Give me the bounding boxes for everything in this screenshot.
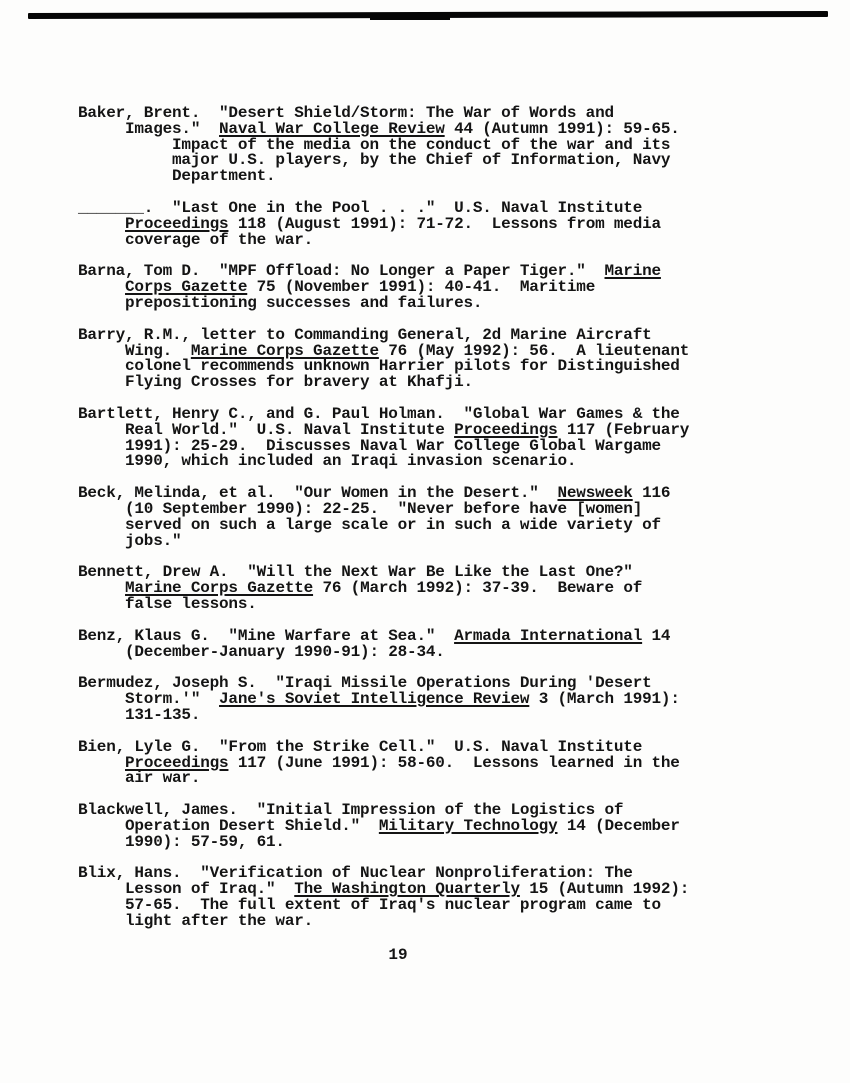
journal-title: Marine	[604, 262, 661, 281]
entry-text: Barry, R.M., letter to Commanding General, 2d Marine Aircraft	[78, 325, 652, 344]
journal-title: Proceedings	[125, 753, 229, 772]
entry-text: light after the war.	[78, 911, 314, 930]
journal-title: Jane's Soviet Intelligence Review	[219, 690, 530, 709]
entry-text: Lesson of Iraq."	[78, 880, 295, 899]
entry-text: Department.	[78, 167, 276, 186]
bibliography-entry	[78, 737, 738, 788]
entry-text: 1990, which included an Iraqi invasion scenario.	[78, 452, 577, 471]
bibliography-entry	[78, 626, 738, 661]
journal-title: Corps Gazette	[125, 278, 248, 297]
entry-text: Benz, Klaus G. "Mine Warfare at Sea."	[78, 626, 455, 645]
entry-text: major U.S. players, by the Chief of Information, Navy	[78, 151, 671, 170]
bibliography-entry	[78, 565, 738, 612]
entry-text: Wing.	[78, 341, 191, 360]
entry-text: air war.	[78, 769, 201, 788]
entry-text: 75 (November 1991): 40-41. Maritime	[247, 278, 596, 297]
entry-text: jobs."	[78, 531, 182, 550]
bibliography-entry	[78, 676, 738, 723]
page-number: 19	[388, 945, 408, 964]
entry-text: 44 (Autumn 1991): 59-65.	[444, 119, 680, 138]
journal-title: Marine Corps Gazette	[190, 341, 379, 360]
entry-text: served on such a large scale or in such a wide variety of	[78, 515, 661, 534]
entry-line	[78, 454, 738, 470]
entry-text: Beck, Melinda, et al. "Our Women in the Desert."	[78, 484, 558, 503]
entry-text: 14 (December	[557, 816, 680, 835]
top-rule-notch	[370, 15, 450, 20]
entry-line	[78, 771, 738, 787]
journal-title: Proceedings	[454, 420, 558, 439]
journal-title: Proceedings	[125, 214, 229, 233]
bibliography-entry	[78, 106, 738, 185]
journal-title: Naval War College Review	[219, 119, 445, 138]
entry-line	[78, 705, 738, 724]
entry-text: Barna, Tom D. "MPF Offload: No Longer a Paper Tiger."	[78, 262, 605, 281]
entry-text: 1991): 25-29. Discusses Naval War College Global Wargame	[78, 436, 661, 455]
entry-text: Flying Crosses for bravery at Khafji.	[78, 373, 473, 392]
entry-line	[78, 832, 738, 851]
entry-text: 117 (February	[557, 420, 690, 439]
entry-text: colonel recommends unknown Harrier pilots for Distinguished	[78, 357, 680, 376]
journal-title: Armada International	[454, 626, 643, 645]
entry-text: Operation Desert Shield."	[78, 816, 379, 835]
entry-text: 14	[642, 626, 671, 645]
entry-text: Blix, Hans. "Verification of Nuclear Nonproliferation: The	[78, 864, 633, 883]
entry-text: 116	[632, 484, 671, 503]
entry-text: 117 (June 1991): 58-60. Lessons learned in the	[228, 753, 680, 772]
entry-text: 76 (May 1992): 56. A lieutenant	[378, 341, 690, 360]
bibliography-entry	[78, 325, 738, 392]
bibliography-entry	[78, 866, 738, 929]
entry-text: coverage of the war.	[78, 230, 314, 249]
entry-text: 57-65. The full extent of Iraq's nuclear program came to	[78, 896, 661, 915]
entry-line	[78, 642, 738, 661]
bibliography-entry	[78, 198, 738, 249]
entry-text: Real World." U.S. Naval Institute	[78, 420, 455, 439]
bibliography-entry	[78, 803, 738, 850]
entry-text: Bennett, Drew A. "Will the Next War Be Like the Last One?"	[78, 563, 633, 582]
entry-line	[78, 169, 738, 185]
entry-text: Storm.'"	[78, 690, 220, 709]
entry-line	[78, 594, 738, 613]
entry-text: 131-135.	[78, 705, 201, 724]
bibliography-entry	[78, 404, 738, 471]
entry-text: prepositioning successes and failures.	[78, 293, 483, 312]
entry-text: Impact of the media on the conduct of the war and its	[78, 135, 671, 154]
journal-title: Newsweek	[557, 484, 633, 503]
bibliography-entry	[78, 486, 738, 549]
entry-text: Baker, Brent. "Desert Shield/Storm: The War of Words and	[78, 104, 614, 122]
entry-text: (10 September 1990): 22-25. "Never before have [women]	[78, 499, 643, 518]
entry-text: Bermudez, Joseph S. "Iraqi Missile Operations During 'Desert	[78, 674, 652, 693]
bibliography-entry	[78, 264, 738, 311]
entry-text: 15 (Autumn 1992):	[519, 880, 690, 899]
entry-text: Images."	[78, 119, 220, 138]
entry-text: (December-January 1990-91): 28-34.	[78, 642, 445, 661]
journal-title: The Washington Quarterly	[294, 880, 520, 899]
entry-line	[78, 531, 738, 550]
journal-title: Military Technology	[378, 816, 558, 835]
entry-line	[78, 911, 738, 930]
entry-text: Blackwell, James. "Initial Impression of the Logistics of	[78, 801, 624, 820]
entry-line	[78, 293, 738, 312]
entry-text: 3 (March 1991):	[529, 690, 680, 709]
entry-text: Bartlett, Henry C., and G. Paul Holman. "Global War Games & the	[78, 404, 680, 423]
bibliography	[78, 106, 738, 964]
entry-text: _______. "Last One in the Pool . . ." U.S. Naval Institute	[78, 198, 643, 217]
entry-text: 1990): 57-59, 61.	[78, 832, 285, 851]
entry-text: false lessons.	[78, 594, 257, 613]
entry-text: 76 (March 1992): 37-39. Beware of	[313, 579, 643, 598]
entry-line	[78, 375, 738, 391]
entry-text: 118 (August 1991): 71-72. Lessons from media	[228, 214, 661, 233]
entry-line	[78, 230, 738, 249]
journal-title: Marine Corps Gazette	[125, 579, 314, 598]
entry-text: Bien, Lyle G. "From the Strike Cell." U.S. Naval Institute	[78, 737, 643, 756]
